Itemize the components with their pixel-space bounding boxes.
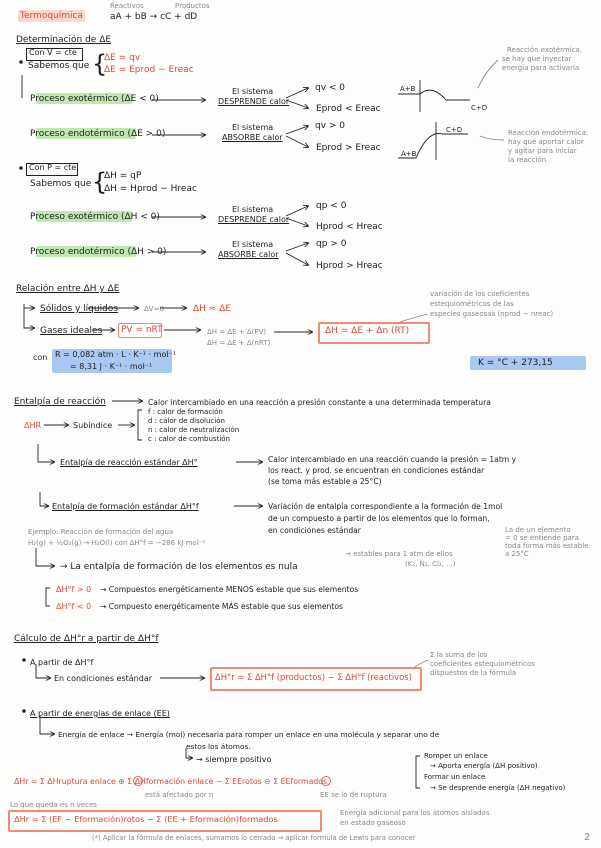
- note-endo-4: la reacción: [508, 156, 547, 164]
- estandar-desc-2: los react. y prod. se encuentran en condiciones estándar: [268, 466, 485, 475]
- bullet: [23, 710, 26, 713]
- arrow: [36, 548, 54, 566]
- formula3-note-1: Energía adicional para los átomos aislados: [340, 809, 490, 817]
- side-note-2: = 0 se entiende para: [505, 534, 579, 542]
- sub-item-c: c : calor de combustión: [148, 435, 230, 443]
- lo-que-queda: Lo que queda es n veces: [10, 801, 97, 809]
- exo-desc-e-2: DESPRENDE calor: [218, 97, 290, 106]
- arrow: [40, 716, 54, 734]
- section-title-ent: Entalpía de reacción: [14, 397, 106, 407]
- exo-desc-h-1: El sistema: [232, 205, 274, 214]
- exo-label-e: Proceso exotérmico (ΔE < 0): [30, 94, 159, 104]
- page-title: Termoquímica: [20, 11, 83, 21]
- sub-note-2: EE se lo de ruptura: [320, 791, 387, 799]
- r-value-1: R = 0,082 atm · L · K⁻¹ · mol⁻¹: [55, 350, 176, 359]
- ominus: [322, 777, 331, 786]
- endo-r1-h: qp > 0: [316, 239, 347, 249]
- graph2-label-ab: A+B: [401, 150, 417, 158]
- endo-desc-e-2: ABSORBE calor: [222, 133, 283, 142]
- bullet: [20, 61, 23, 64]
- bracket: [416, 756, 420, 788]
- exo-desc-h-2: DESPRENDE calor: [218, 215, 290, 224]
- condition-p: Con P = cte: [29, 163, 77, 172]
- gases-mid2: ΔH = ΔE + Δ(nRT): [207, 339, 271, 347]
- eq-de-energy: ΔE = Eprod − Ereac: [104, 65, 194, 75]
- arrow: [186, 748, 192, 758]
- sub-item-d: d : calor de disolución: [148, 417, 225, 425]
- page-number: 2: [584, 832, 591, 843]
- gases-note-3: especies gaseosas (nprod − nreac): [430, 310, 554, 318]
- brace-h: {: [92, 168, 108, 196]
- romper-desc: → Aporta energía (ΔH positivo): [430, 762, 538, 770]
- footer-note: (*) Aplicar la fórmula de enlaces, sumamos lo cerrado → aplicar formula de Lewis para conocer: [92, 834, 416, 842]
- note-exo-1: Reacción exotérmica,: [507, 46, 583, 54]
- endo-desc-e-1: El sistema: [232, 123, 274, 132]
- formula3-note-2: en estado gaseoso: [340, 819, 406, 827]
- sub-item-n: n : calor de neutralización: [148, 426, 240, 434]
- gases-eq: PV = nRT: [121, 325, 163, 335]
- arrow: [286, 253, 308, 265]
- graph1-label-cd: C+D: [471, 104, 488, 112]
- note-endo-3: y agitar para iniciar: [508, 147, 577, 155]
- dhf-positive: ΔH°f > 0: [56, 585, 92, 594]
- arrow: [40, 492, 48, 506]
- ee-def-1: Energía de enlace → Energía (mol) necesaria para romper un enlace en una molécula y separar uno de: [58, 730, 440, 739]
- arrow: [286, 206, 308, 216]
- energy-graph-endo: [398, 134, 468, 159]
- arrow: [286, 126, 308, 134]
- ejemplo-1: Ejemplo: Reacción de formación del agua: [28, 528, 174, 536]
- bracket: [138, 410, 142, 440]
- formacion-desc-3: en condiciones estándar: [268, 526, 361, 535]
- sub-note-1: está afectado por n: [145, 791, 214, 799]
- exo-r2-e: Eprod < Ereac: [316, 104, 381, 114]
- ent-def: Calor intercambiado en una reacción a presión constante a una determinada temperatura: [148, 398, 491, 407]
- dhf-negative: ΔH°f < 0: [56, 602, 92, 611]
- formacion-label: Entalpía de formación estándar ΔH°f: [52, 502, 199, 511]
- exo-r2-h: Hprod < Hreac: [316, 222, 383, 232]
- note1-1: Σ la suma de los: [430, 651, 488, 659]
- gases-mid1: ΔH = ΔE + Δ(PV): [207, 328, 267, 336]
- gases-note-1: variación de los coeficientes: [430, 290, 530, 298]
- ee-def-2: estos los átomos.: [186, 742, 251, 751]
- eq-dh-enthalpy: ΔH = Hprod − Hreac: [104, 184, 197, 194]
- arrow: [38, 444, 54, 462]
- formula1: ΔH°r = Σ ΔH°f (productos) − Σ ΔH°f (reactivos): [215, 672, 412, 682]
- section-title-calc: Cálculo de ΔH°r a partir de ΔH°f: [14, 634, 159, 644]
- arrow: [286, 136, 308, 147]
- sabemos-que: Sabemos que: [28, 61, 90, 71]
- section-title-rel: Relación entre ΔH y ΔE: [16, 284, 120, 294]
- section-title-det-e: Determinación de ΔE: [16, 35, 112, 45]
- bracket: [46, 588, 50, 606]
- note-endo-1: Reacción endotérmica:: [508, 129, 589, 137]
- ejemplo-2: H₂(g) + ½O₂(g) → H₂O(l) con ΔH°f = −286 kJ mol⁻¹: [28, 539, 206, 547]
- gases-result: ΔH = ΔE + Δn (RT): [325, 326, 410, 336]
- dhf-positive-desc: → Compuestos energéticamente MENOS estable que sus elementos: [100, 585, 359, 594]
- estandar-label: Entalpía de reacción estándar ΔH°: [60, 458, 198, 467]
- graph1-label-ab: A+B: [400, 85, 416, 93]
- endo-desc-h-1: El sistema: [232, 240, 274, 249]
- note-exo-2: se hay que inyectar: [502, 55, 572, 63]
- exo-r1-h: qp < 0: [316, 201, 347, 211]
- pointer: [400, 314, 428, 322]
- energy-graph-exo: [398, 90, 470, 100]
- r-con: con: [33, 353, 48, 362]
- dhf-negative-desc: → Compuesto energéticamente MÁS estable que sus elementos: [100, 602, 343, 611]
- endo-r1-e: qv > 0: [315, 121, 346, 131]
- arrow: [286, 218, 308, 226]
- solidos-cond: ΔV≈0: [144, 305, 164, 313]
- subindice-label: Subíndice: [73, 421, 113, 430]
- bullet: [23, 659, 26, 662]
- endo-desc-h-2: ABSORBE calor: [218, 250, 279, 259]
- cond-estandar: En condiciones estándar: [54, 674, 153, 683]
- note-exo-3: energía para activarla: [502, 64, 580, 72]
- apartir-ee: A partir de energías de enlace (EE): [30, 709, 170, 718]
- formula2: ΔHr = Σ ΔHruptura enlace ⊕ Σ ΔHformación enlace − Σ EErotos ⊖ Σ EEformados: [14, 777, 328, 786]
- endo-label-e: Proceso endotérmico (ΔE > 0): [30, 129, 166, 139]
- arrow: [286, 243, 308, 251]
- formar-desc: → Se desprende energía (ΔH negativo): [430, 784, 566, 792]
- exo-label-h: Proceso exotérmico (ΔH < 0): [30, 212, 160, 222]
- siempre-positivo: → siempre positivo: [196, 755, 272, 764]
- solidos-label: Sólidos y líquidos: [40, 304, 119, 314]
- formacion-desc-2: de un compuesto a partir de los elementos que lo forman,: [268, 514, 490, 523]
- eq-de-qv: ΔE = qv: [104, 53, 141, 63]
- graph2-label-cd: C+D: [446, 126, 463, 134]
- arrow: [286, 88, 308, 98]
- arrow: [36, 664, 50, 678]
- romper-enlace: Romper un enlace: [424, 752, 488, 760]
- formacion-desc-1: Variación de entalpía correspondiente a la formación de 1mol: [268, 502, 503, 511]
- general-reaction: aA + bB → cC + dD: [110, 12, 198, 22]
- endo-r2-e: Eprod > Ereac: [316, 143, 381, 153]
- brace: {: [92, 50, 108, 78]
- side-note-4: a 25°C: [505, 550, 529, 558]
- pointer: [414, 660, 428, 668]
- endo-label-h: Proceso endotérmico (ΔH > 0): [30, 247, 167, 257]
- pointer: [478, 60, 498, 88]
- estable-note: → estables para 1 atm de ellos: [345, 550, 453, 558]
- gases-label: Gases ideales: [40, 326, 103, 336]
- eq-dh-qp: ΔH = qP: [104, 171, 142, 181]
- exo-r1-e: qv < 0: [315, 83, 346, 93]
- apartir-dhf: A partir de ΔH°f: [30, 658, 94, 667]
- endo-r2-h: Hprod > Hreac: [316, 261, 383, 271]
- formula3: ΔHr = Σ (EF − Eformación)rotos − Σ (EE + Eformación)formados: [14, 814, 278, 824]
- estandar-desc-1: Calor intercambiado en una reacción cuando la presión = 1atm y: [268, 455, 517, 464]
- entalpia-formacion-nula: → La entalpía de formación de los elementos es nula: [60, 562, 298, 572]
- sabemos-que-h: Sabemos que: [30, 179, 92, 189]
- solidos-eq: ΔH ≈ ΔE: [193, 304, 232, 314]
- pointer: [480, 136, 504, 140]
- side-note-3: toda forma más estable: [505, 542, 589, 550]
- note1-3: dispuestos de la fórmula: [430, 669, 517, 677]
- estable-examples: (K₂, N₂, Cl₂, ...): [405, 560, 456, 568]
- exo-desc-e-1: El sistema: [232, 87, 274, 96]
- bullet: [20, 167, 23, 170]
- estandar-desc-3: (se toma más estable a 25°C): [268, 477, 382, 486]
- sub-item-f: f : calor de formación: [148, 408, 223, 416]
- productos-label: Productos: [175, 2, 210, 10]
- gases-note-2: estequiométricos de las: [430, 300, 514, 308]
- reactivos-label: Reactivos: [110, 2, 144, 10]
- dhr-symbol: ΔHR: [24, 421, 42, 430]
- formar-enlace: Formar un enlace: [424, 773, 486, 781]
- note-endo-2: hay que aportar calor: [508, 138, 584, 146]
- note1-2: coeficientes estequiométricos: [430, 660, 535, 668]
- r-value-2: = 8,31 J · K⁻¹ · mol⁻¹: [70, 362, 153, 371]
- side-note-1: La de un elemento: [505, 526, 571, 534]
- arrow: [286, 100, 308, 108]
- oplus: [134, 777, 143, 786]
- condition-v: Con V = cte: [29, 48, 77, 57]
- kelvin-formula: K = °C + 273,15: [478, 358, 553, 368]
